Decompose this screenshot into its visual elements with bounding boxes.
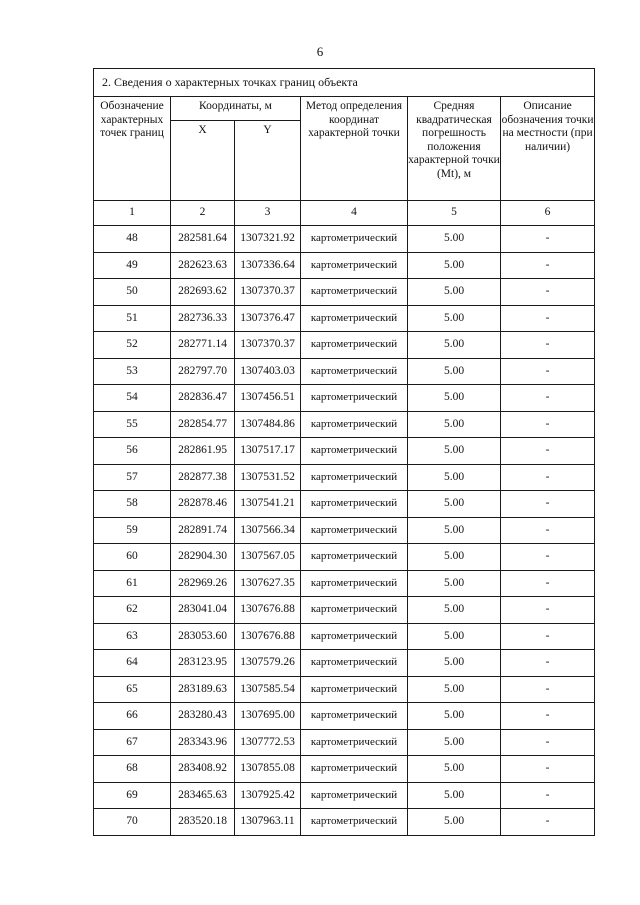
cell-x: 283520.18 — [171, 809, 235, 836]
cell-accuracy: 5.00 — [408, 544, 501, 571]
header-accuracy: Средняя квадратическая погрешность положения характерной точки (Mt), м — [408, 97, 501, 201]
cell-y: 1307403.03 — [235, 358, 301, 385]
cell-y: 1307456.51 — [235, 385, 301, 412]
cell-point: 52 — [94, 332, 171, 359]
cell-method: картометрический — [301, 676, 408, 703]
cell-y: 1307370.37 — [235, 332, 301, 359]
cell-y: 1307566.34 — [235, 517, 301, 544]
header-x: X — [171, 121, 235, 201]
column-numbers-row — [94, 201, 595, 226]
cell-description: - — [501, 650, 595, 677]
cell-x: 282836.47 — [171, 385, 235, 412]
cell-point: 58 — [94, 491, 171, 518]
table-row — [94, 597, 595, 624]
cell-method: картометрический — [301, 411, 408, 438]
cell-x: 283343.96 — [171, 729, 235, 756]
cell-accuracy: 5.00 — [408, 438, 501, 465]
cell-y: 1307531.52 — [235, 464, 301, 491]
column-number: 6 — [501, 201, 595, 226]
cell-accuracy: 5.00 — [408, 358, 501, 385]
cell-y: 1307695.00 — [235, 703, 301, 730]
cell-accuracy: 5.00 — [408, 464, 501, 491]
cell-accuracy: 5.00 — [408, 782, 501, 809]
cell-accuracy: 5.00 — [408, 676, 501, 703]
cell-description: - — [501, 464, 595, 491]
cell-accuracy: 5.00 — [408, 597, 501, 624]
cell-y: 1307376.47 — [235, 305, 301, 332]
cell-y: 1307963.11 — [235, 809, 301, 836]
cell-accuracy: 5.00 — [408, 226, 501, 253]
cell-method: картометрический — [301, 570, 408, 597]
cell-x: 283123.95 — [171, 650, 235, 677]
cell-accuracy: 5.00 — [408, 570, 501, 597]
cell-y: 1307484.86 — [235, 411, 301, 438]
cell-x: 282877.38 — [171, 464, 235, 491]
table-row — [94, 517, 595, 544]
cell-point: 53 — [94, 358, 171, 385]
table-row — [94, 358, 595, 385]
cell-description: - — [501, 491, 595, 518]
cell-y: 1307855.08 — [235, 756, 301, 783]
cell-point: 56 — [94, 438, 171, 465]
cell-method: картометрический — [301, 703, 408, 730]
cell-point: 51 — [94, 305, 171, 332]
cell-method: картометрический — [301, 252, 408, 279]
cell-accuracy: 5.00 — [408, 491, 501, 518]
cell-point: 70 — [94, 809, 171, 836]
column-number: 2 — [171, 201, 235, 226]
cell-point: 55 — [94, 411, 171, 438]
cell-x: 282623.63 — [171, 252, 235, 279]
cell-description: - — [501, 570, 595, 597]
cell-y: 1307567.05 — [235, 544, 301, 571]
cell-x: 282693.62 — [171, 279, 235, 306]
cell-description: - — [501, 756, 595, 783]
table-row — [94, 782, 595, 809]
cell-x: 283408.92 — [171, 756, 235, 783]
cell-x: 282891.74 — [171, 517, 235, 544]
cell-x: 283053.60 — [171, 623, 235, 650]
cell-accuracy: 5.00 — [408, 305, 501, 332]
cell-x: 283041.04 — [171, 597, 235, 624]
cell-method: картометрический — [301, 385, 408, 412]
cell-point: 54 — [94, 385, 171, 412]
cell-description: - — [501, 729, 595, 756]
cell-y: 1307370.37 — [235, 279, 301, 306]
cell-method: картометрический — [301, 623, 408, 650]
cell-method: картометрический — [301, 491, 408, 518]
cell-point: 48 — [94, 226, 171, 253]
cell-method: картометрический — [301, 305, 408, 332]
cell-description: - — [501, 226, 595, 253]
cell-accuracy: 5.00 — [408, 756, 501, 783]
cell-x: 283280.43 — [171, 703, 235, 730]
cell-method: картометрический — [301, 729, 408, 756]
cell-accuracy: 5.00 — [408, 729, 501, 756]
cell-x: 282736.33 — [171, 305, 235, 332]
table-row — [94, 623, 595, 650]
cell-method: картометрический — [301, 438, 408, 465]
table-row — [94, 650, 595, 677]
column-number: 4 — [301, 201, 408, 226]
cell-y: 1307321.92 — [235, 226, 301, 253]
cell-y: 1307585.54 — [235, 676, 301, 703]
table-row — [94, 809, 595, 836]
cell-method: картометрический — [301, 464, 408, 491]
table-row — [94, 491, 595, 518]
cell-y: 1307579.26 — [235, 650, 301, 677]
cell-accuracy: 5.00 — [408, 809, 501, 836]
cell-description: - — [501, 332, 595, 359]
cell-y: 1307627.35 — [235, 570, 301, 597]
table-row — [94, 332, 595, 359]
cell-accuracy: 5.00 — [408, 411, 501, 438]
cell-accuracy: 5.00 — [408, 517, 501, 544]
table-row — [94, 676, 595, 703]
cell-point: 68 — [94, 756, 171, 783]
cell-x: 282854.77 — [171, 411, 235, 438]
header-row-top — [94, 97, 595, 121]
cell-y: 1307336.64 — [235, 252, 301, 279]
cell-y: 1307517.17 — [235, 438, 301, 465]
cell-x: 282878.46 — [171, 491, 235, 518]
cell-description: - — [501, 252, 595, 279]
cell-x: 283189.63 — [171, 676, 235, 703]
table-row — [94, 279, 595, 306]
table-row — [94, 438, 595, 465]
cell-method: картометрический — [301, 358, 408, 385]
cell-description: - — [501, 385, 595, 412]
header-method: Метод определения координат характерной точки — [301, 97, 408, 201]
table-row — [94, 226, 595, 253]
header-point-label: Обозначение характерных точек границ — [94, 97, 171, 201]
cell-point: 67 — [94, 729, 171, 756]
cell-description: - — [501, 703, 595, 730]
table-row — [94, 756, 595, 783]
cell-point: 66 — [94, 703, 171, 730]
cell-method: картометрический — [301, 782, 408, 809]
cell-point: 50 — [94, 279, 171, 306]
cell-point: 65 — [94, 676, 171, 703]
cell-accuracy: 5.00 — [408, 279, 501, 306]
cell-description: - — [501, 305, 595, 332]
cell-point: 60 — [94, 544, 171, 571]
cell-description: - — [501, 279, 595, 306]
cell-y: 1307772.53 — [235, 729, 301, 756]
cell-point: 64 — [94, 650, 171, 677]
boundary-points-table — [93, 68, 595, 836]
cell-y: 1307676.88 — [235, 623, 301, 650]
cell-x: 283465.63 — [171, 782, 235, 809]
cell-method: картометрический — [301, 517, 408, 544]
column-number: 1 — [94, 201, 171, 226]
cell-method: картометрический — [301, 226, 408, 253]
column-number: 5 — [408, 201, 501, 226]
cell-y: 1307676.88 — [235, 597, 301, 624]
cell-x: 282797.70 — [171, 358, 235, 385]
cell-method: картометрический — [301, 650, 408, 677]
cell-y: 1307541.21 — [235, 491, 301, 518]
cell-point: 57 — [94, 464, 171, 491]
cell-x: 282581.64 — [171, 226, 235, 253]
cell-point: 69 — [94, 782, 171, 809]
header-y: Y — [235, 121, 301, 201]
cell-point: 62 — [94, 597, 171, 624]
cell-description: - — [501, 411, 595, 438]
cell-description: - — [501, 676, 595, 703]
cell-point: 59 — [94, 517, 171, 544]
table-row — [94, 703, 595, 730]
cell-description: - — [501, 782, 595, 809]
table-row — [94, 544, 595, 571]
table-row — [94, 570, 595, 597]
header-description: Описание обозначения точки на местности (при наличии) — [501, 97, 595, 201]
cell-x: 282771.14 — [171, 332, 235, 359]
cell-method: картометрический — [301, 332, 408, 359]
table-row — [94, 729, 595, 756]
cell-point: 49 — [94, 252, 171, 279]
cell-method: картометрический — [301, 809, 408, 836]
cell-accuracy: 5.00 — [408, 650, 501, 677]
cell-method: картометрический — [301, 756, 408, 783]
section-title: 2. Сведения о характерных точках границ объекта — [94, 69, 595, 97]
cell-x: 282904.30 — [171, 544, 235, 571]
header-coordinates: Координаты, м — [171, 97, 301, 121]
cell-point: 61 — [94, 570, 171, 597]
cell-description: - — [501, 809, 595, 836]
cell-x: 282969.26 — [171, 570, 235, 597]
table-row — [94, 305, 595, 332]
cell-x: 282861.95 — [171, 438, 235, 465]
cell-method: картометрический — [301, 597, 408, 624]
cell-y: 1307925.42 — [235, 782, 301, 809]
cell-description: - — [501, 517, 595, 544]
column-number: 3 — [235, 201, 301, 226]
cell-accuracy: 5.00 — [408, 623, 501, 650]
table-row — [94, 464, 595, 491]
cell-method: картометрический — [301, 544, 408, 571]
cell-description: - — [501, 358, 595, 385]
cell-description: - — [501, 623, 595, 650]
table-row — [94, 411, 595, 438]
cell-point: 63 — [94, 623, 171, 650]
cell-description: - — [501, 438, 595, 465]
cell-description: - — [501, 544, 595, 571]
cell-accuracy: 5.00 — [408, 252, 501, 279]
cell-accuracy: 5.00 — [408, 332, 501, 359]
page-number: 6 — [316, 44, 324, 59]
table-row — [94, 385, 595, 412]
cell-accuracy: 5.00 — [408, 385, 501, 412]
cell-description: - — [501, 597, 595, 624]
cell-accuracy: 5.00 — [408, 703, 501, 730]
table-row — [94, 252, 595, 279]
cell-method: картометрический — [301, 279, 408, 306]
section-title-row — [94, 69, 595, 97]
